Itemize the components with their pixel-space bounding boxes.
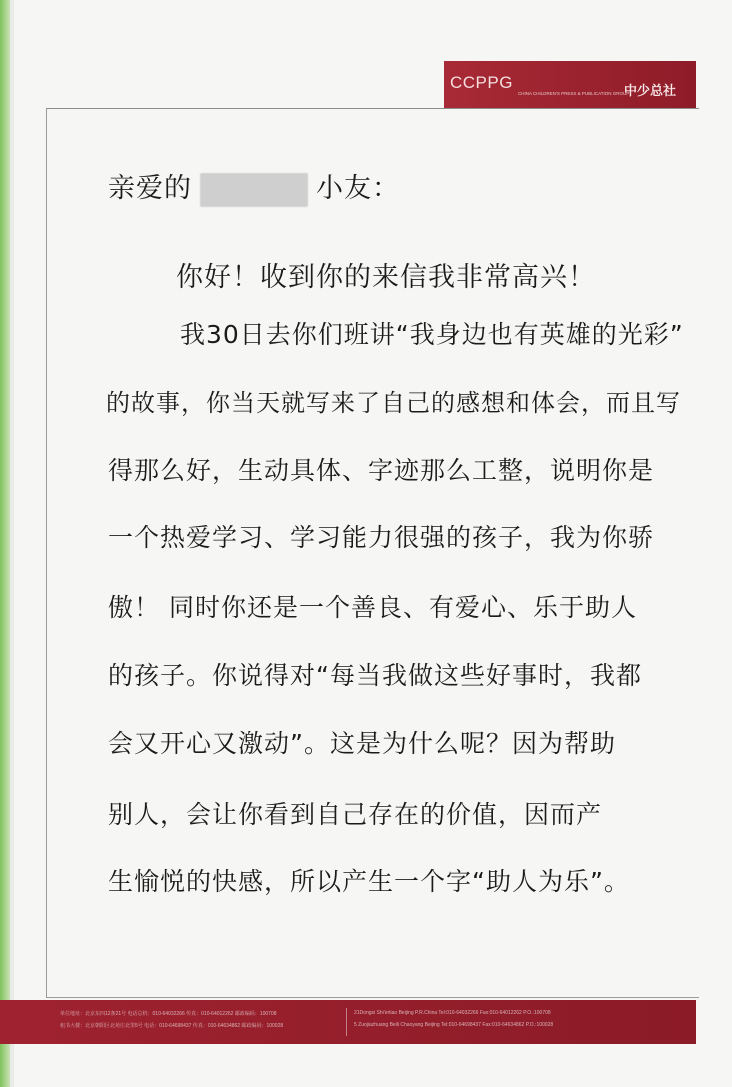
letter-line: 得那么好，生动具体、字迹那么工整，说明你是 xyxy=(108,456,655,485)
ccppg-logo: CCPPG xyxy=(450,73,513,92)
footer-band xyxy=(0,1000,696,1044)
redacted-name xyxy=(200,173,308,207)
letter-line: 会又开心又激动”。这是为什么呢？因为帮助 xyxy=(108,729,616,758)
letter-line: 傲！ 同时你还是一个善良、有爱心、乐于助人 xyxy=(108,593,637,622)
letter-line: 的故事，你当天就写来了自己的感想和体会，而且写 xyxy=(106,389,681,417)
footer-divider xyxy=(346,1008,347,1036)
letter-line: 生愉悦的快感，所以产生一个字“助人为乐”。 xyxy=(108,867,630,896)
salutation-prefix: 亲爱的 xyxy=(108,173,192,204)
footer-address-cn-1: 单位地址：北京东四12条21号 电话总机：010-64032266 传真：010-64012262 邮政编码：100708 xyxy=(60,1011,277,1017)
footer-address-cn-2: 租书大楼：北京朝阳区北苑庄北里5号 电话：010-64698437 传真：010-64634862 邮政编码：100028 xyxy=(60,1023,284,1029)
publisher-name: 中少总社 xyxy=(623,84,676,99)
letter-line: 你好！收到你的来信我非常高兴！ xyxy=(176,262,596,293)
logo-subtext: CHINA CHILDREN'S PRESS & PUBLICATION GROUP xyxy=(518,91,630,96)
letter-line: 我30日去你们班讲“我身边也有英雄的光彩” xyxy=(180,320,684,349)
footer-address-en-1: 21Dongsi Shi'ertiao Beijing P.R.China Tel:010-64032266 Fax:010-64012262 P.O.:100708 xyxy=(354,1010,551,1016)
salutation xyxy=(108,166,400,207)
letter-line: 别人，会让你看到自己存在的价值，因而产 xyxy=(108,800,603,829)
letter-line: 的孩子。你说得对“每当我做这些好事时，我都 xyxy=(108,661,642,690)
letter-line: 一个热爱学习、学习能力很强的孩子，我为你骄 xyxy=(108,523,655,552)
salutation-suffix: 小友： xyxy=(316,173,400,204)
footer-address-en-2: 5 Zuojiazhuang Beili Chaoyang Beijing Tel:010-64698437 Fax:010-64634862 P.O.:100028 xyxy=(354,1022,554,1028)
